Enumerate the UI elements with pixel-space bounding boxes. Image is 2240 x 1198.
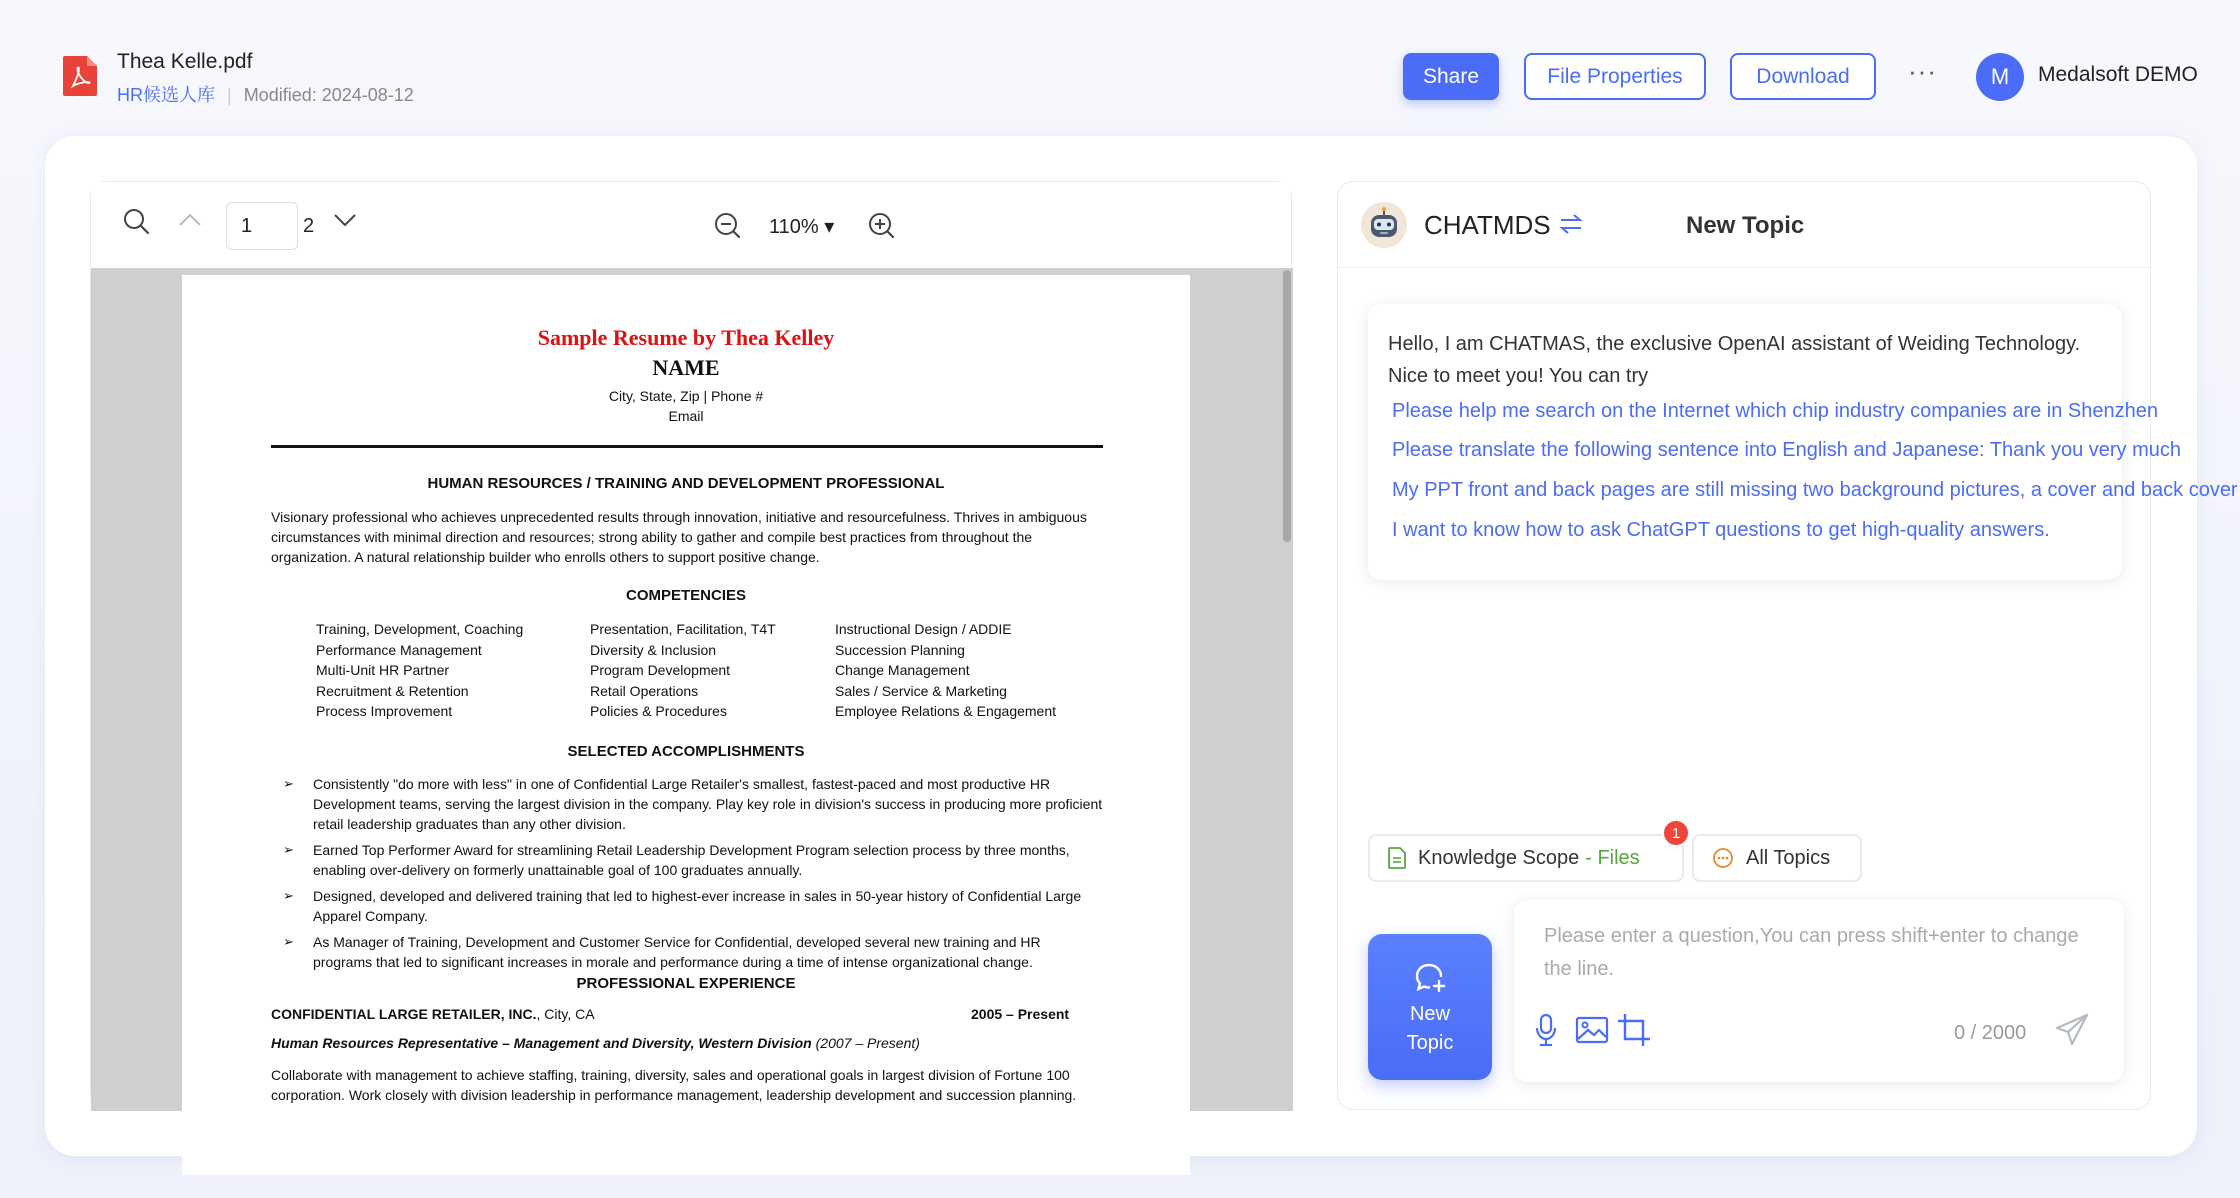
arrow-bullet-icon: ➢ (283, 888, 294, 903)
competency-item: Change Management (835, 662, 970, 678)
username[interactable]: Medalsoft DEMO (2038, 63, 2198, 86)
job-role: Human Resources Representative – Management and Diversity, Western Division (2007 – Present) (271, 1035, 920, 1051)
document-icon (1388, 847, 1406, 869)
microphone-icon[interactable] (1534, 1012, 1558, 1048)
knowledge-scope-button[interactable] (1368, 834, 1684, 882)
chat-bubble-icon (1712, 847, 1734, 869)
page-number-input[interactable] (226, 202, 298, 250)
chat-topic-title: New Topic (1686, 212, 1805, 239)
zoom-level-select[interactable]: 110% ▾ (769, 216, 835, 238)
accomplishments-heading: SELECTED ACCOMPLISHMENTS (567, 743, 805, 760)
arrow-bullet-icon: ➢ (283, 842, 294, 857)
competency-item: Retail Operations (590, 682, 699, 699)
competency-item: Succession Planning (835, 641, 965, 658)
resume-divider (271, 445, 1103, 448)
new-topic-button[interactable] (1368, 934, 1492, 1080)
meta-separator: | (227, 85, 232, 105)
suggestion-link[interactable]: Please help me search on the Internet which chip industry companies are in Shenzhen (1392, 400, 2159, 422)
competency-item: Multi-Unit HR Partner (316, 662, 450, 678)
resume-summary: Visionary professional who achieves unprecedented results through innovation, initiative and resourcefulness. Thrives in ambiguous circumstances with minimal direction and resources; strong ability to gather and compile best practices from throughout the organization. A natural relationship builder who enrolls others to support positive change. (271, 509, 1087, 565)
image-upload-icon[interactable] (1574, 1012, 1610, 1048)
arrow-bullet-icon: ➢ (283, 776, 294, 791)
send-icon[interactable] (2054, 1012, 2090, 1048)
page-total: 2 (303, 215, 315, 237)
company-dates: 2005 – Present (971, 1006, 1070, 1022)
competency-item: Process Improvement (316, 703, 453, 719)
competency-item: Diversity & Inclusion (590, 641, 717, 658)
suggestion-link[interactable]: My PPT front and back pages are still missing two background pictures, a cover and back cover (1392, 479, 2238, 501)
top-header (0, 0, 2240, 130)
accomplishment-item: ➢ Designed, developed and delivered training that led to highest-ever increase in sales in 50-year history of Confidential Large Apparel Company. (283, 888, 1082, 924)
share-button[interactable]: Share (1403, 53, 1499, 100)
resume-email: Email (668, 408, 704, 424)
file-name: Thea Kelle.pdf (117, 50, 253, 73)
job-description: Collaborate with management to achieve staffing, training, diversity, sales and operational goals in largest division of Fortune 100 corporation. Work closely with division leadership in performance management, leadership development and succession planning. (271, 1067, 1077, 1103)
file-meta (117, 81, 414, 107)
notification-badge: 1 (1662, 819, 1690, 847)
welcome-text: Hello, I am CHATMAS, the exclusive OpenAI assistant of Weiding Technology. Nice to meet you! You can try (1388, 333, 2081, 387)
competency-item: Instructional Design / ADDIE (835, 621, 1012, 637)
welcome-message (1368, 304, 2238, 580)
suggestion-link[interactable]: Please translate the following sentence into English and Japanese: Thank you very much (1392, 439, 2182, 461)
zoom-in-icon[interactable] (867, 211, 897, 241)
question-input[interactable] (1514, 900, 2124, 1082)
more-options-icon[interactable]: ··· (1908, 56, 1937, 86)
experience-heading: PROFESSIONAL EXPERIENCE (576, 975, 796, 992)
competency-item: Program Development (590, 662, 731, 678)
new-topic-label: New Topic (1406, 1003, 1454, 1054)
pdf-scrollbar[interactable] (1283, 270, 1291, 542)
knowledge-files-label: - Files (1585, 846, 1640, 869)
competency-item: Recruitment & Retention (316, 682, 469, 699)
pdf-canvas[interactable] (91, 268, 1293, 1111)
download-button[interactable]: Download (1730, 53, 1876, 100)
user-avatar[interactable]: M (1976, 53, 2024, 101)
competency-item: Policies & Procedures (590, 703, 727, 719)
switch-model-icon[interactable] (1558, 212, 1584, 236)
search-icon[interactable] (121, 206, 151, 236)
chat-panel (1337, 181, 2238, 1110)
input-placeholder: Please enter a question,You can press shift+enter to change the line. (1544, 925, 2079, 980)
folder-link[interactable]: HR候选人库 (117, 85, 215, 105)
competencies-heading: COMPETENCIES (625, 587, 746, 604)
arrow-bullet-icon: ➢ (283, 934, 294, 949)
pdf-file-icon (63, 56, 97, 96)
competency-item: Performance Management (316, 641, 482, 658)
modified-date: Modified: 2024-08-12 (243, 85, 414, 105)
accomplishment-item: ➢ Consistently "do more with less" in one of Confidential Large Retailer's smallest, fastest-paced and most productive HR Development teams, serving the largest division in the company. Play key role in division's success in producing more proficient retail leadership graduates than any other division. (283, 776, 1103, 832)
new-chat-icon (1414, 962, 1448, 994)
resume-name: NAME (652, 355, 720, 380)
viewer-toolbar (91, 182, 1291, 268)
crop-icon[interactable] (1616, 1012, 1652, 1048)
all-topics-label: All Topics (1746, 846, 1831, 869)
accomplishment-item: ➢ Earned Top Performer Award for streamlining Retail Leadership Development Program selection process by three months, enabling over-delivery on formerly unattainable goal of 100 graduates annually. (283, 842, 1070, 878)
resume-headline: HUMAN RESOURCES / TRAINING AND DEVELOPMENT PROFESSIONAL (427, 475, 945, 492)
all-topics-button[interactable] (1692, 834, 1862, 882)
chat-brand: CHATMDS (1424, 210, 1551, 240)
accomplishment-item: ➢ As Manager of Training, Development and Customer Service for Confidential, developed several new training and HR programs that led to significant increases in morale and performance during a time of intense organizational change. (283, 934, 1041, 970)
previous-page-icon[interactable] (176, 210, 204, 230)
competency-column (590, 619, 776, 722)
company-name: CONFIDENTIAL LARGE RETAILER, INC., City, CA (271, 1006, 595, 1022)
competency-item: Employee Relations & Engagement (835, 703, 1057, 719)
robot-avatar-icon (1361, 202, 1407, 248)
competency-item: Training, Development, Coaching (316, 621, 524, 637)
competency-item: Sales / Service & Marketing (835, 682, 1007, 699)
next-page-icon[interactable] (331, 210, 359, 230)
competency-item: Presentation, Facilitation, T4T (590, 621, 776, 637)
file-properties-button[interactable]: File Properties (1524, 53, 1706, 100)
pdf-viewer (90, 181, 1292, 1110)
resume-title: Sample Resume by Thea Kelley (537, 325, 835, 350)
zoom-out-icon[interactable] (713, 211, 743, 241)
suggestion-link[interactable]: I want to know how to ask ChatGPT questions to get high-quality answers. (1392, 519, 2050, 541)
pdf-page (182, 275, 1190, 1175)
chat-header (1338, 182, 2150, 268)
character-count: 0 / 2000 (1954, 1022, 2027, 1044)
competency-column (835, 619, 1056, 722)
competency-column (316, 619, 523, 722)
knowledge-scope-label: Knowledge Scope (1418, 846, 1580, 869)
resume-contact: City, State, Zip | Phone # (608, 388, 764, 404)
